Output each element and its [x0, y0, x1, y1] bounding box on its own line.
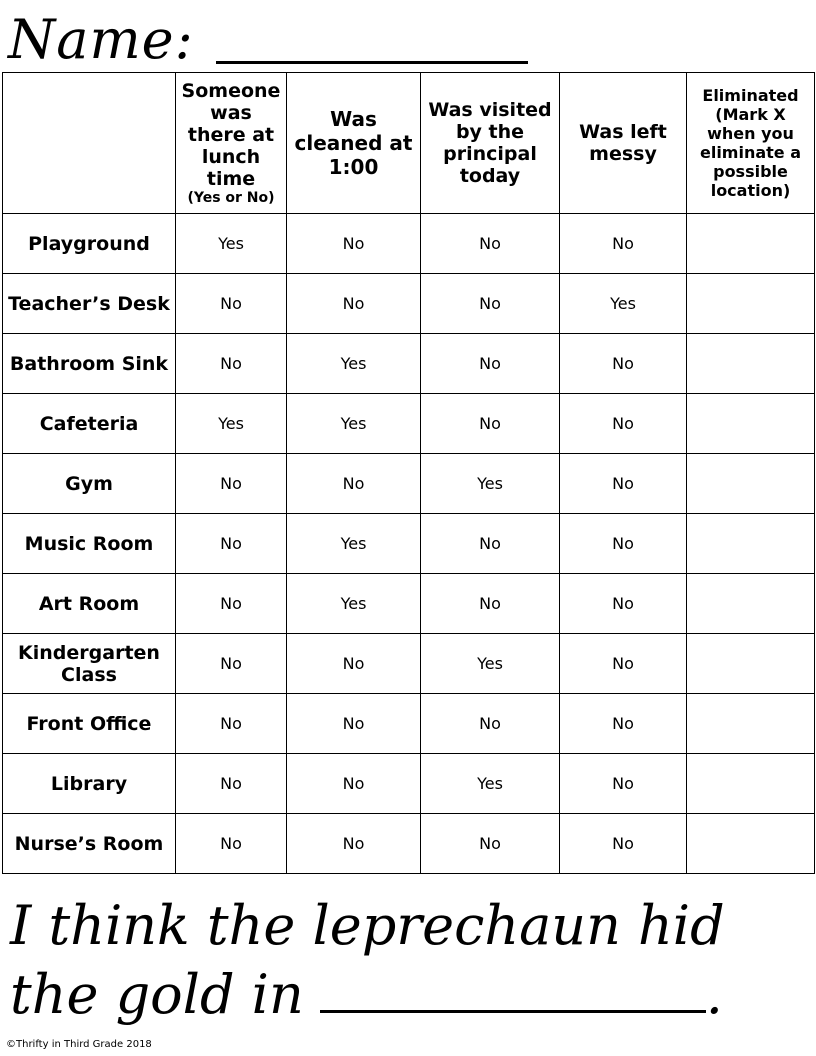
header-principal-label: Was visited by the principal today: [428, 99, 552, 187]
answer-cell: Yes: [176, 394, 287, 454]
answer-cell: No: [287, 754, 421, 814]
location-cell: Gym: [3, 454, 176, 514]
answer-cell: No: [560, 754, 687, 814]
table-row: [3, 754, 815, 814]
answer-cell: No: [176, 814, 287, 874]
header-row: [3, 73, 815, 214]
name-label: Name:: [8, 8, 194, 71]
conclusion-prefix: I think the leprechaun hid the gold in: [10, 894, 725, 1026]
answer-cell: No: [287, 214, 421, 274]
eliminated-cell[interactable]: [687, 754, 815, 814]
answer-cell: No: [287, 454, 421, 514]
name-blank-line[interactable]: [216, 61, 528, 64]
answer-cell: Yes: [287, 394, 421, 454]
answer-cell: No: [421, 694, 560, 754]
answer-cell: No: [560, 334, 687, 394]
answer-cell: No: [176, 574, 287, 634]
header-principal: [421, 73, 560, 214]
header-lunch-time: [176, 73, 287, 214]
answer-cell: No: [287, 274, 421, 334]
location-cell: Art Room: [3, 574, 176, 634]
location-cell: Music Room: [3, 514, 176, 574]
location-cell: Playground: [3, 214, 176, 274]
header-lunch-time-label: Someone was there at lunch time: [181, 80, 281, 190]
answer-cell: Yes: [421, 454, 560, 514]
location-cell: Bathroom Sink: [3, 334, 176, 394]
answer-cell: No: [287, 634, 421, 694]
answer-cell: No: [176, 334, 287, 394]
header-cleaned-label: Was cleaned at 1:00: [294, 107, 413, 179]
eliminated-cell[interactable]: [687, 694, 815, 754]
table-row: [3, 214, 815, 274]
answer-cell: No: [560, 634, 687, 694]
location-cell: Library: [3, 754, 176, 814]
answer-cell: No: [421, 334, 560, 394]
table-row: [3, 574, 815, 634]
answer-cell: No: [560, 394, 687, 454]
conclusion-sentence: [10, 892, 810, 1029]
answer-cell: No: [560, 514, 687, 574]
answer-cell: Yes: [287, 514, 421, 574]
answer-cell: Yes: [560, 274, 687, 334]
answer-cell: No: [560, 454, 687, 514]
header-messy-label: Was left messy: [579, 121, 667, 165]
answer-cell: No: [421, 514, 560, 574]
eliminated-cell[interactable]: [687, 634, 815, 694]
location-cell: Kindergarten Class: [3, 634, 176, 694]
answer-cell: No: [176, 454, 287, 514]
eliminated-cell[interactable]: [687, 394, 815, 454]
table-row: [3, 274, 815, 334]
answer-cell: No: [421, 274, 560, 334]
conclusion-blank-line[interactable]: [320, 960, 706, 1013]
answer-cell: Yes: [287, 334, 421, 394]
location-cell: Nurse’s Room: [3, 814, 176, 874]
answer-cell: No: [176, 634, 287, 694]
table-row: [3, 634, 815, 694]
table-row: [3, 454, 815, 514]
answer-cell: No: [560, 814, 687, 874]
logic-grid-table: [2, 72, 815, 874]
table-row: [3, 694, 815, 754]
answer-cell: No: [176, 754, 287, 814]
eliminated-cell[interactable]: [687, 574, 815, 634]
answer-cell: Yes: [421, 754, 560, 814]
answer-cell: No: [287, 814, 421, 874]
table-row: [3, 814, 815, 874]
answer-cell: Yes: [421, 634, 560, 694]
eliminated-cell[interactable]: [687, 274, 815, 334]
eliminated-cell[interactable]: [687, 514, 815, 574]
location-cell: Teacher’s Desk: [3, 274, 176, 334]
eliminated-cell[interactable]: [687, 214, 815, 274]
header-messy: [560, 73, 687, 214]
eliminated-cell[interactable]: [687, 334, 815, 394]
answer-cell: No: [421, 214, 560, 274]
answer-cell: No: [421, 574, 560, 634]
answer-cell: No: [560, 694, 687, 754]
table-row: [3, 514, 815, 574]
answer-cell: No: [287, 694, 421, 754]
answer-cell: No: [421, 394, 560, 454]
eliminated-cell[interactable]: [687, 814, 815, 874]
name-line: [8, 2, 528, 72]
answer-cell: No: [176, 274, 287, 334]
answer-cell: No: [176, 694, 287, 754]
header-eliminated: [687, 73, 815, 214]
answer-cell: Yes: [176, 214, 287, 274]
answer-cell: No: [560, 214, 687, 274]
copyright-text: ©Thrifty in Third Grade 2018: [6, 1039, 152, 1050]
answer-cell: No: [560, 574, 687, 634]
answer-cell: No: [176, 514, 287, 574]
header-cleaned: [287, 73, 421, 214]
location-cell: Cafeteria: [3, 394, 176, 454]
header-lunch-time-note: (Yes or No): [187, 190, 275, 206]
header-blank-cell: [3, 73, 176, 214]
eliminated-cell[interactable]: [687, 454, 815, 514]
table-row: [3, 394, 815, 454]
header-eliminated-label: Eliminated (Mark X when you eliminate a possible location): [699, 86, 802, 200]
table-row: [3, 334, 815, 394]
conclusion-period: .: [705, 963, 723, 1026]
location-cell: Front Office: [3, 694, 176, 754]
answer-cell: Yes: [287, 574, 421, 634]
answer-cell: No: [421, 814, 560, 874]
